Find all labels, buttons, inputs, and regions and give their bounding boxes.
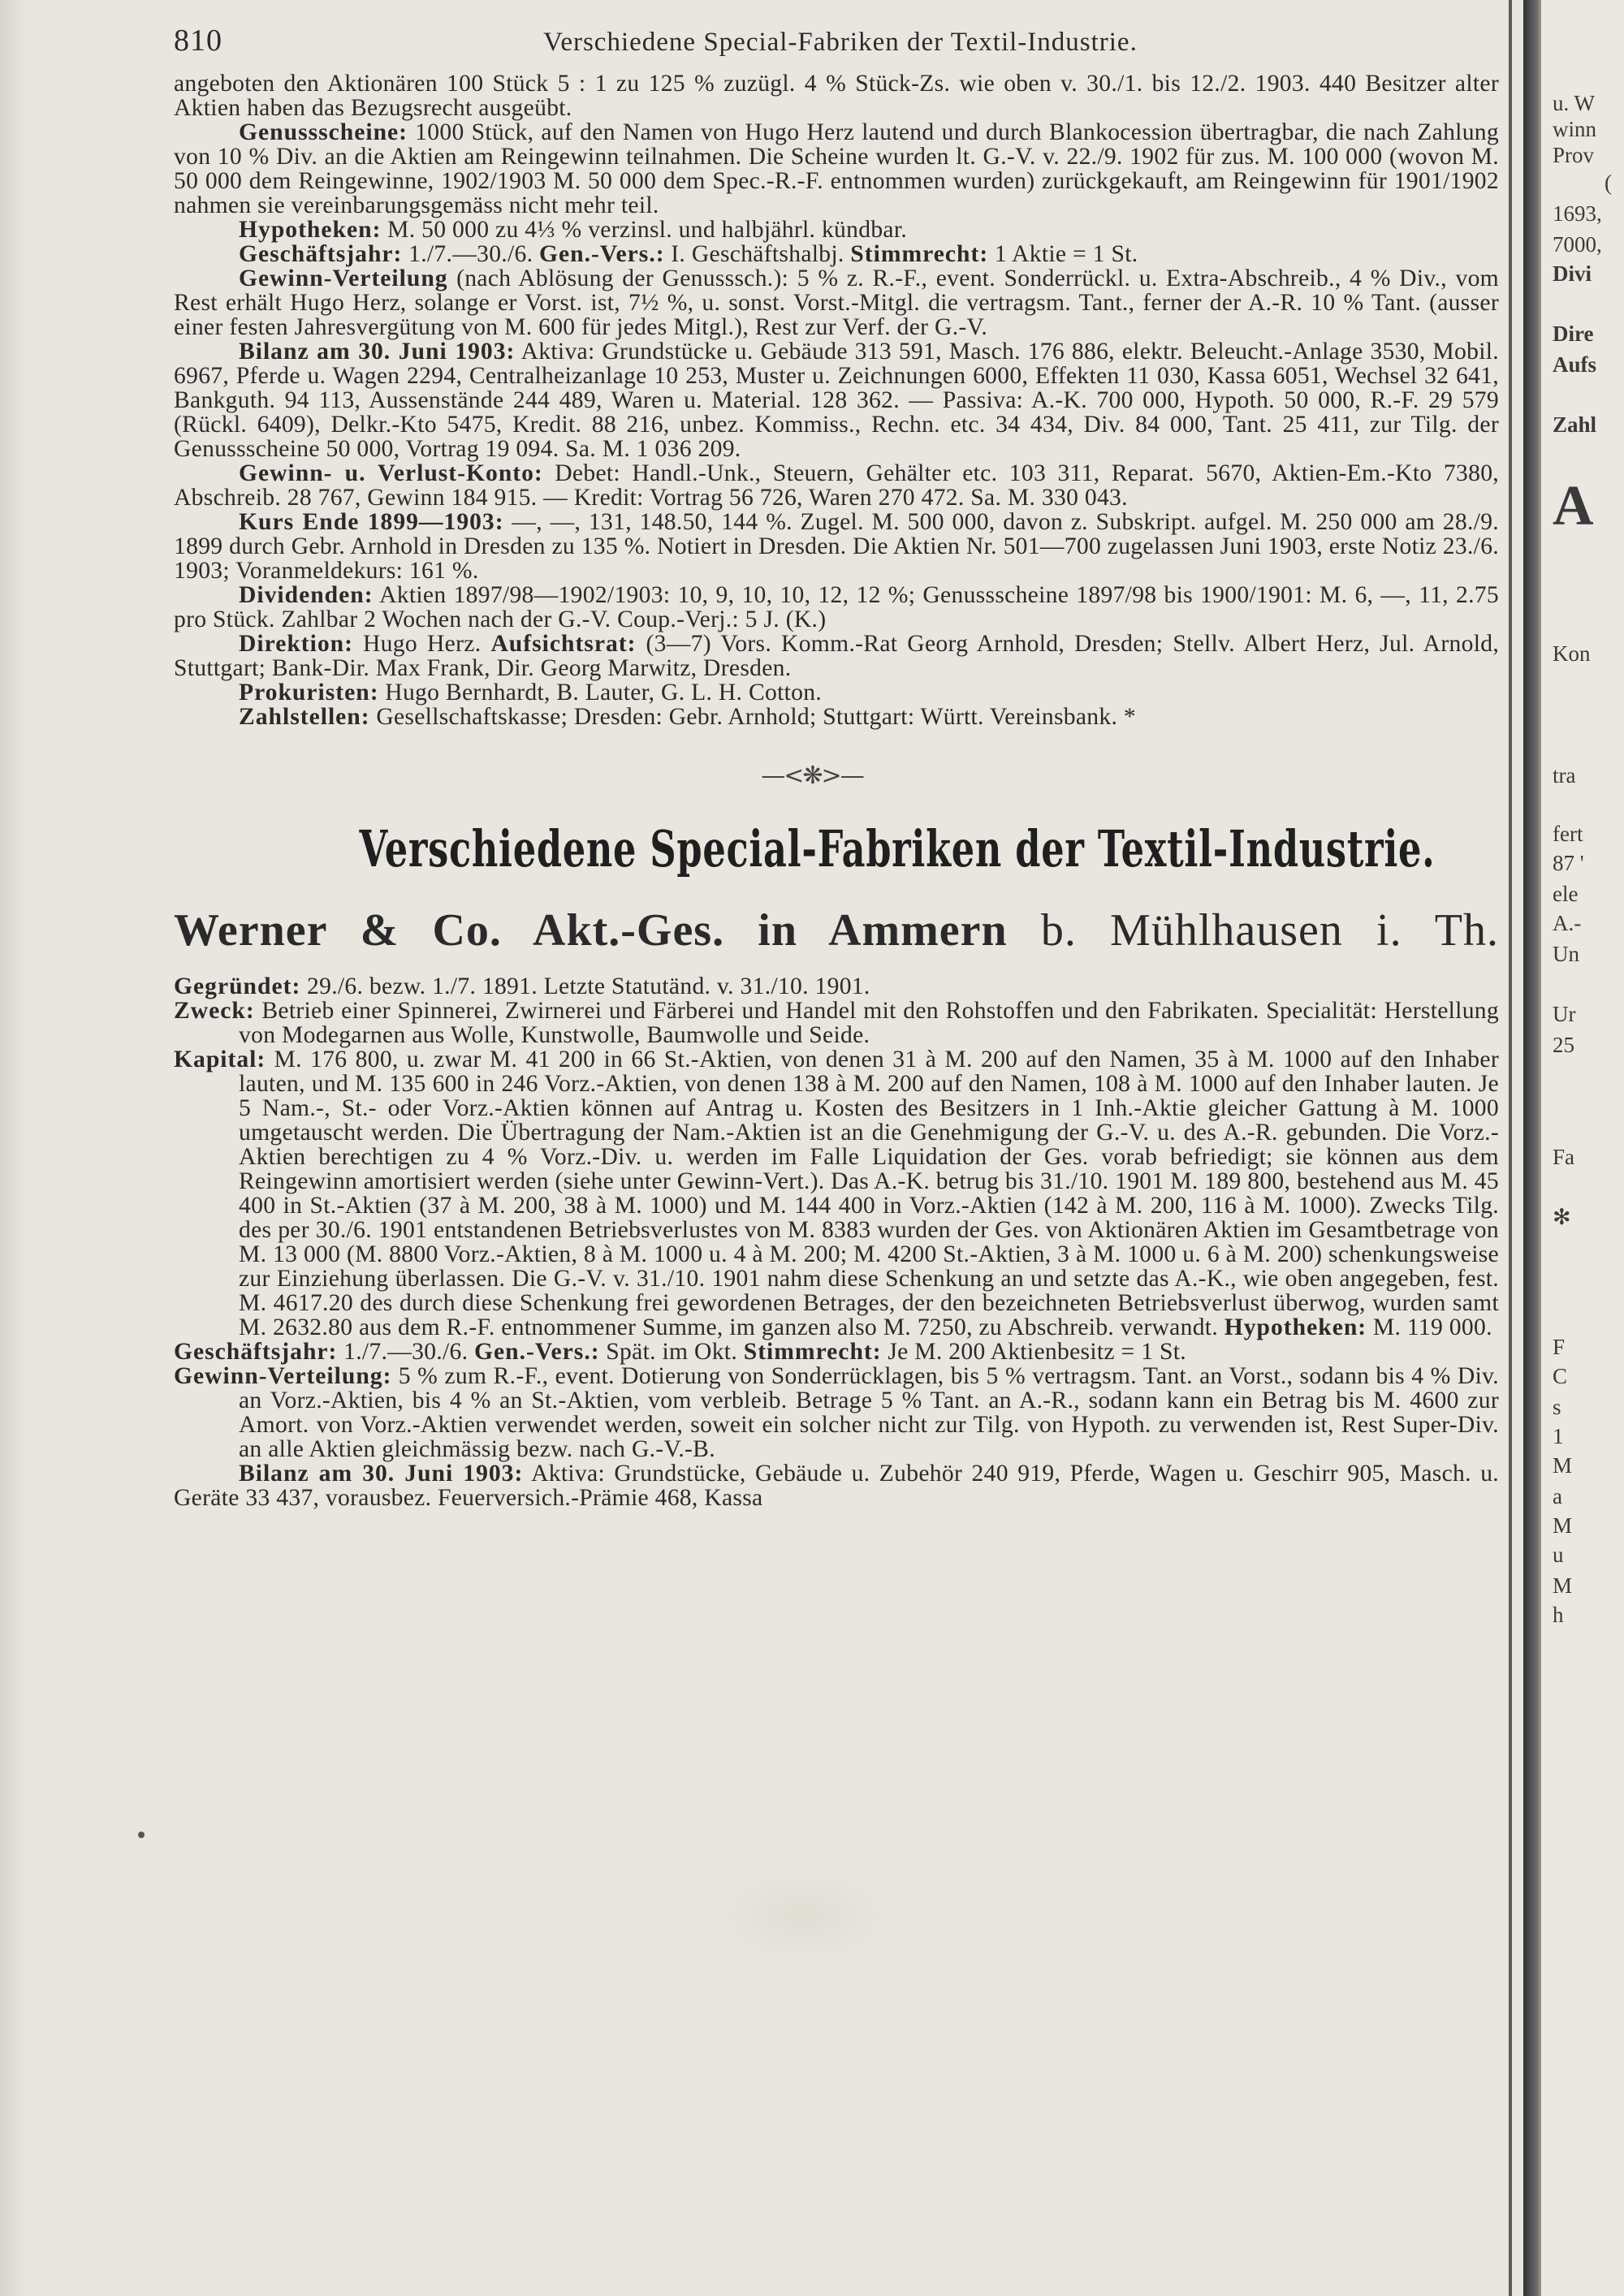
zahlstellen-paragraph — [174, 705, 1499, 729]
kurs-text: —, —, 131, 148.50, 144 %. Zugel. M. 500 000, davon z. Subskript. aufgel. M. 250 000 am 28./9. 1899 durch Gebr. Arnhold in Dresden zu 135 %. Notiert in Dresden. Die Aktien Nr. 501—700 zugelassen Juni 1903, erste Notiz 23./6. 1903; Voranmeldekurs: 161 %. — [174, 509, 1500, 584]
company-location: b. Mühlhausen i. Th. — [1040, 905, 1500, 956]
page-number: 810 — [174, 24, 222, 58]
stimmrecht-label: Stimmrecht: — [850, 241, 989, 267]
company-stimmrecht-text: Je M. 200 Aktienbesitz = 1 St. — [888, 1339, 1186, 1365]
gewinnverteilung-paragraph — [174, 266, 1499, 339]
company-geschaeftsjahr-text: 1./7.—30./6. — [343, 1339, 469, 1365]
ornament-divider: —<❋>— — [761, 762, 863, 790]
genussscheine-paragraph — [174, 120, 1499, 218]
zahlstellen-text: Gesellschaftskasse; Dresden: Gebr. Arnhold; Stuttgart: Württ. Vereinsbank. * — [376, 704, 1136, 730]
kapital-label: Kapital: — [174, 1047, 266, 1072]
company-gewinnverteilung-paragraph — [174, 1364, 1499, 1461]
facing-line: 87 ' — [1553, 851, 1584, 875]
gewinnverteilung-text: (nach Ablösung der Genusssch.): 5 % z. R.-F., event. Sonderrückl. u. Extra-Abschreib., 4 % Div., vom Rest erhält Hugo Herz, solange er Vorst. ist, 7½ %, u. sonst. Vorst.-Mitgl. die vertragsm. Tant., ferner der A.-R. 10 % Tant. (ausser einer festen Jahresvergütung von M. 600 für jedes Mitgl.), Rest zur Verf. der G.-V. — [174, 265, 1499, 340]
kapital-text: M. 176 800, u. zwar M. 41 200 in 66 St.-Aktien, von denen 31 à M. 200 auf den Namen, 35 à M. 1000 auf den Inhaber lauten, und M. 135 600 in 246 Vorz.-Aktien, von denen 138 à M. 200 auf den Namen, 108 à M. 1000 auf den Inhaber lauten. Je 5 Nam.-, St.- oder Vorz.-Aktien können auf Antrag u. Kosten des Besitzers in 1 Inh.-Aktie gleicher Gattung à M. 1000 umgetauscht werden. Die Übertragung der Nam.-Aktien ist an die Genehmigung der G.-V. u. des A.-R. gebunden. Die Vorz.-Aktien berechtigen zu 4 % Vorz.-Div. u. werden im Falle Liquidation der Ges. vorab befriedigt; sie können aus dem Reingewinn amortisiert werden (siehe unter Gewinn-Vert.). Das A.-K. betrug bis 31./10. 1901 M. 189 800, bestehend aus M. 45 400 in St.-Aktien (37 à M. 200, 38 à M. 1000) und M. 144 400 in Vorz.-Aktien (142 à M. 200, 116 à M. 1000). Zwecks Tilg. des per 30./6. 1901 entstandenen Betriebsverlustes von M. 8383 wurden der Ges. von Aktionären Aktien im Gesamtbetrage von M. 13 000 (M. 8800 Vorz.-Aktien, 8 à M. 1000 u. 4 à M. 200; M. 4200 St.-Aktien, 3 à M. 1000 u. 6 à M. 200) schenkungsweise zur Einziehung überlassen. Die G.-V. v. 31./10. 1901 nahm diese Schenkung an und setzte das A.-K., wie oben angegeben, fest. M. 4617.20 des durch diese Schenkung frei gewordenen Betrages, der den bezeichneten Betriebsverlust überwog, wurden samt M. 2632.80 aus dem R.-F. entnommener Summe, im ganzen also M. 7250, zu Abschreib. verwandt. — [239, 1047, 1499, 1340]
company-bilanz-label: Bilanz am 30. Juni 1903: — [239, 1461, 524, 1487]
facing-line: F — [1553, 1335, 1566, 1359]
facing-line: Aufs — [1553, 352, 1597, 377]
facing-line: fert — [1553, 822, 1583, 846]
guv-label: Gewinn- u. Verlust-Konto: — [239, 460, 543, 486]
dividenden-label: Dividenden: — [239, 582, 374, 608]
gewinnverteilung-label: Gewinn-Verteilung — [239, 265, 448, 291]
bilanz-paragraph — [174, 339, 1499, 461]
company-heading — [174, 904, 1499, 956]
bilanz-text: Aktiva: Grundstücke u. Gebäude 313 591, Masch. 176 886, elektr. Beleucht.-Anlage 3530, Mobil. 6967, Pferde u. Wagen 2294, Centralheizanlage 10 253, Muster u. Zeichnungen 6000, Effekten 11 030, Kassa 6051, Wechsel 32 641, Bankguth. 94 113, Aussenstände 244 489, Waren u. Material. 128 362. — Passiva: A.-K. 700 000, Hypoth. 50 000, R.-F. 29 579 (Rückl. 6409), Delkr.-Kto 5475, Kredit. 88 216, unbez. Kommiss., Rechn. etc. 34 434, Div. 84 000, Tant. 25 411, zur Tilg. der Genussscheine 50 000, Vortrag 19 094. Sa. M. 1 036 209. — [174, 339, 1499, 462]
zweck-label: Zweck: — [174, 998, 255, 1024]
company-name: Werner & Co. Akt.-Ges. in Ammern — [174, 905, 1008, 956]
facing-line: 1693, — [1553, 201, 1602, 226]
geschaeftsjahr-text: 1./7.—30./6. — [408, 241, 533, 267]
facing-line: s — [1553, 1395, 1561, 1419]
facing-line: Zahl — [1553, 412, 1597, 437]
facing-line: M — [1553, 1453, 1573, 1478]
zahlstellen-label: Zahlstellen: — [239, 704, 370, 730]
running-title: Verschiedene Special-Fabriken der Textil-Industrie. — [543, 28, 1138, 57]
prokuristen-label: Prokuristen: — [239, 680, 379, 706]
company-gewinnverteilung-text: 5 % zum R.-F., event. Dotierung von Sonderrücklagen, bis 5 % vertragsm. Tant. an Vorst., sodann bis 4 % Div. an Vorz.-Aktien, bis 4 % an St.-Aktien, vom verbleib. Betrage 5 % Tant. an A.-R., sodann kann ein Betrag bis M. 4600 zur Amort. von Vorz.-Aktien verwendet werden, soweit ein solcher nicht zur Tilg. von Hypoth. zu verwenden ist, Rest Super-Div. an alle Aktien gleichmässig bezw. nach G.-V.-B. — [239, 1363, 1499, 1462]
aufsichtsrat-label: Aufsichtsrat: — [490, 631, 637, 657]
hypotheken-paragraph — [174, 218, 1499, 242]
bilanz-label: Bilanz am 30. Juni 1903: — [239, 339, 516, 365]
zweck-text: Betrieb einer Spinnerei, Zwirnerei und Färberei und Handel mit den Rohstoffen und den Fabrikaten. Specialität: Herstellung von Modegarnen aus Wolle, Kunstwolle, Baumwolle und Seide. — [239, 998, 1499, 1048]
geschaeftsjahr-label: Geschäftsjahr: — [239, 241, 403, 267]
company-entry — [174, 974, 1499, 1510]
company-genvers-text: Spät. im Okt. — [606, 1339, 738, 1365]
facing-line: M — [1553, 1513, 1573, 1538]
company-stimmrecht-label: Stimmrecht: — [743, 1339, 882, 1365]
facing-heading-fragment: A — [1553, 475, 1594, 537]
company-gewinnverteilung-label: Gewinn-Verteilung: — [174, 1363, 392, 1389]
company-hypotheken-label: Hypotheken: — [1224, 1314, 1367, 1340]
facing-line: Dire — [1553, 322, 1594, 346]
direktion-text: Hugo Herz. — [363, 631, 482, 657]
facing-line: u — [1553, 1543, 1564, 1567]
left-page — [174, 23, 1499, 1510]
intro-paragraph: angeboten den Aktionären 100 Stück 5 : 1 zu 125 % zuzügl. 4 % Stück-Zs. wie oben v. 30./1. bis 12./2. 1903. 440 Besitzer alter Aktien haben das Bezugsrecht ausgeübt. — [174, 71, 1499, 121]
facing-line: Kon — [1553, 641, 1591, 666]
facing-line: ( — [1605, 170, 1612, 195]
facing-line: M — [1553, 1573, 1573, 1598]
prokuristen-paragraph — [174, 680, 1499, 705]
facing-line: h — [1553, 1603, 1564, 1627]
gegruendet-text: 29./6. bezw. 1./7. 1891. Letzte Statutänd. v. 31./10. 1901. — [307, 973, 870, 999]
facing-line: Divi — [1553, 261, 1592, 286]
facing-page-fragment — [1541, 0, 1624, 2296]
section-title: Verschiedene Special-Fabriken der Textil-Industrie. — [359, 819, 1436, 878]
facing-line: winn — [1553, 117, 1596, 141]
guv-text: Debet: Handl.-Unk., Steuern, Gehälter etc. 103 311, Reparat. 5670, Aktien-Em.-Kto 7380, Abschreib. 28 767, Gewinn 184 915. — Kredit: Vortrag 56 726, Waren 270 472. Sa. M. 330 043. — [174, 460, 1499, 511]
facing-line: 7000, — [1553, 232, 1602, 257]
zweck-paragraph — [174, 999, 1499, 1047]
geschaeftsjahr-paragraph — [174, 242, 1499, 266]
previous-company-entry — [174, 71, 1499, 729]
gutter-line — [1509, 0, 1512, 2296]
direktion-paragraph — [174, 632, 1499, 680]
facing-line: A.- — [1553, 911, 1582, 935]
company-geschaeftsjahr-paragraph — [174, 1340, 1499, 1364]
margin-dot — [138, 1832, 145, 1838]
genvers-label: Gen.-Vers.: — [539, 241, 665, 267]
hypotheken-text: M. 50 000 zu 4⅓ % verzinsl. und halbjährl. kündbar. — [387, 217, 908, 243]
facing-line: ele — [1553, 882, 1579, 906]
gegruendet-paragraph — [174, 974, 1499, 999]
prokuristen-text: Hugo Bernhardt, B. Lauter, G. L. H. Cotton. — [385, 680, 823, 706]
paper-stain — [715, 1867, 893, 1965]
genvers-text: I. Geschäftshalbj. — [671, 241, 844, 267]
facing-line: 25 — [1553, 1033, 1574, 1057]
kapital-paragraph — [174, 1047, 1499, 1340]
genussscheine-text: 1000 Stück, auf den Namen von Hugo Herz lautend und durch Blankocession übertragbar, die nach Zahlung von 10 % Div. an die Aktien am Reingewinn teilnahmen. Die Scheine wurden lt. G.-V. v. 22./9. 1902 für zus. M. 100 000 (wovon M. 50 000 dem Reingewinne, 1902/1903 M. 50 000 dem Spec.-R.-F. entnommen wurden) zurückgekauft, am Reingewinn für 1901/1902 nahmen sie vereinbarungsgemäss nicht mehr teil. — [174, 119, 1499, 218]
facing-line: C — [1553, 1364, 1568, 1388]
facing-line: tra — [1553, 763, 1576, 788]
direktion-label: Direktion: — [239, 631, 353, 657]
facing-line: 1 — [1553, 1424, 1564, 1448]
facing-line: a — [1553, 1484, 1562, 1508]
book-gutter — [1523, 0, 1541, 2296]
kurs-paragraph — [174, 510, 1499, 583]
aufsichtsrat-text: (3—7) Vors. Komm.-Rat Georg Arnhold, Dresden; Stellv. Albert Herz, Jul. Arnold, Stuttgart; Bank-Dir. Max Frank, Dir. Georg Marwitz, Dresden. — [174, 631, 1500, 681]
facing-line: u. W — [1553, 91, 1595, 115]
gegruendet-label: Gegründet: — [174, 973, 301, 999]
kurs-label: Kurs Ende 1899—1903: — [239, 509, 504, 535]
dividenden-paragraph — [174, 583, 1499, 632]
facing-line: Prov — [1553, 143, 1595, 167]
guv-paragraph — [174, 461, 1499, 510]
company-genvers-label: Gen.-Vers.: — [474, 1339, 600, 1365]
facing-line: Fa — [1553, 1145, 1574, 1169]
company-bilanz-paragraph — [174, 1461, 1499, 1510]
page-edge-shadow — [0, 0, 28, 2296]
facing-line: Un — [1553, 942, 1579, 966]
stimmrecht-text: 1 Aktie = 1 St. — [994, 241, 1138, 267]
company-bilanz-text: Aktiva: Grundstücke, Gebäude u. Zubehör 240 919, Pferde, Wagen u. Geschirr 905, Masch. u. Geräte 33 437, vorausbez. Feuerversich.-Prämie 468, Kassa — [174, 1461, 1499, 1511]
running-header — [174, 23, 1499, 71]
company-geschaeftsjahr-label: Geschäftsjahr: — [174, 1339, 338, 1365]
hypotheken-label: Hypotheken: — [239, 217, 382, 243]
company-hypotheken-text: M. 119 000. — [1372, 1314, 1492, 1340]
facing-line: ✻ — [1553, 1205, 1571, 1229]
dividenden-text: Aktien 1897/98—1902/1903: 10, 9, 10, 10, 12, 12 %; Genussscheine 1897/98 bis 1900/1901: M. 6, —, 11, 2.75 pro Stück. Zahlbar 2 Wochen nach der G.-V. Coup.-Verj.: 5 J. (K.) — [174, 582, 1499, 632]
facing-line: Ur — [1553, 1002, 1576, 1026]
genussscheine-label: Genussscheine: — [239, 119, 408, 145]
